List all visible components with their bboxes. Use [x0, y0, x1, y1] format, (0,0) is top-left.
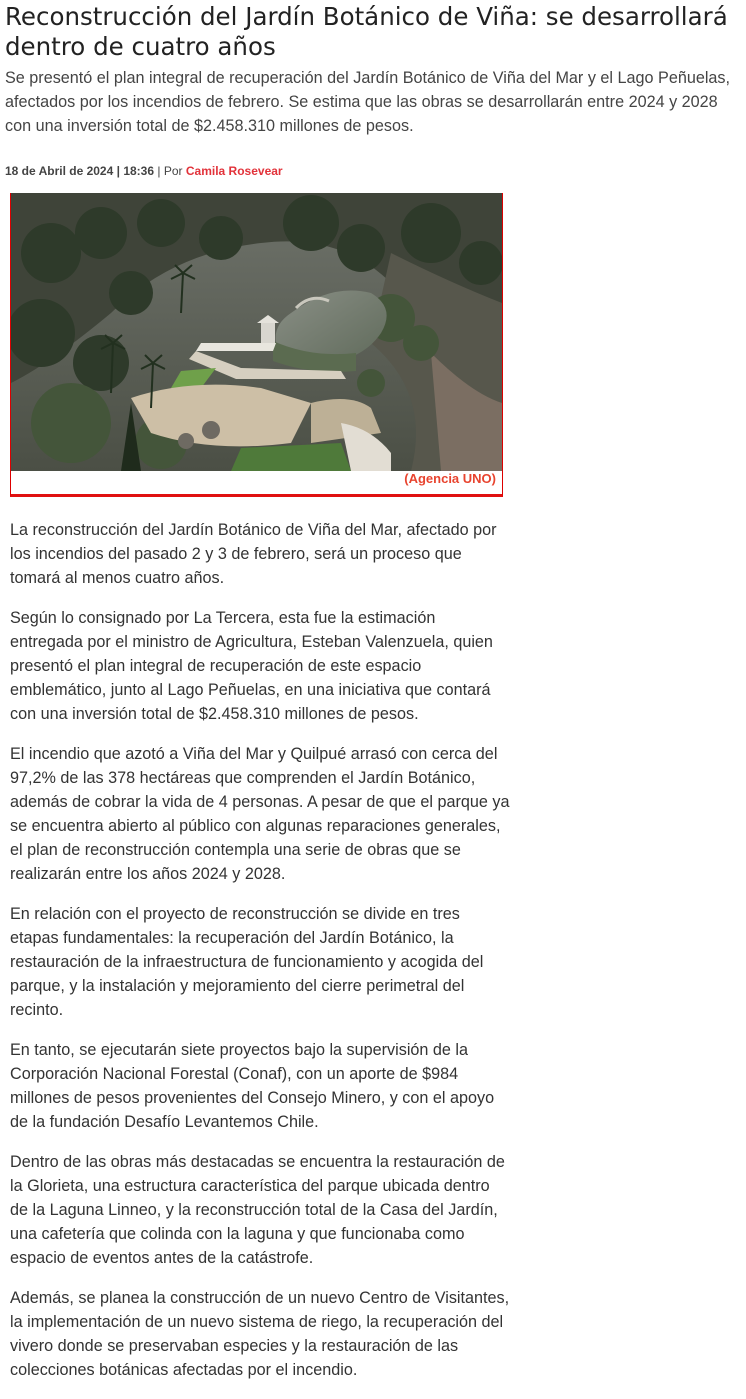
meta-separator: |: [116, 164, 120, 178]
body-paragraph: En relación con el proyecto de reconstrucción se divide en tres etapas fundamentales: la recuperación del Jardín Botánico, la restauración de la infraestructura de funcionamiento y acogida del parque, y la instalación y mejoramiento del cierre perimetral del recinto.: [10, 905, 484, 1019]
body-paragraph: Además, se planea la construcción de un nuevo Centro de Visitantes, la implementación de un nuevo sistema de riego, la recuperación del vivero donde se preservaban especies y la restauración de las colecciones botánicas afectadas por el incendio.: [10, 1289, 510, 1379]
publish-date: 18 de Abril de 2024: [5, 164, 114, 178]
article-lead: Se presentó el plan integral de recuperación del Jardín Botánico de Viña del Mar y el Lago Peñuelas, afectados por los incendios de febrero. Se estima que las obras se desarrollarán entre 2024 y 2028 con una inversión total de $2.458.310 millones de pesos.: [5, 69, 731, 135]
body-paragraph: Según lo consignado por La Tercera, esta fue la estimación entregada por el ministro de Agricultura, Esteban Valenzuela, quien presentó el plan integral de recuperación de este espacio emblemático, junto al Lago Peñuelas, en una iniciativa que contará con una inversión total de $2.458.310 millones de pesos.: [10, 609, 493, 723]
article-meta: [5, 164, 283, 178]
article-headline: Reconstrucción del Jardín Botánico de Viña: se desarrollará dentro de cuatro años: [5, 2, 728, 61]
meta-separator: |: [157, 164, 161, 178]
photo-credit: (Agencia UNO): [404, 471, 496, 486]
article-body: [10, 518, 510, 1398]
body-paragraph: En tanto, se ejecutarán siete proyectos bajo la supervisión de la Corporación Nacional Forestal (Conaf), con un aporte de $984 millones de pesos provenientes del Consejo Minero, y con el apoyo de la fundación Desafío Levantemos Chile.: [10, 1041, 495, 1131]
publish-time: 18:36: [123, 164, 155, 178]
body-paragraph: La reconstrucción del Jardín Botánico de Viña del Mar, afectado por los incendios del pasado 2 y 3 de febrero, será un proceso que tomará al menos cuatro años.: [10, 521, 497, 587]
byline-prefix: Por: [163, 164, 183, 178]
article-photo: [11, 193, 502, 471]
body-paragraph: El incendio que azotó a Viña del Mar y Quilpué arrasó con cerca del 97,2% de las 378 hectáreas que comprenden el Jardín Botánico, además de cobrar la vida de 4 personas. A pesar de que el parque ya se encuentra abierto al público con algunas reparaciones generales, el plan de reconstrucción contempla una serie de obras que se realizarán entre los años 2024 y 2028.: [10, 745, 510, 883]
article-figure: [10, 193, 503, 497]
author-link[interactable]: Camila Rosevear: [185, 164, 283, 178]
body-paragraph: Dentro de las obras más destacadas se encuentra la restauración de la Glorieta, una estructura característica del parque ubicada dentro de la Laguna Linneo, y la reconstrucción total de la Casa del Jardín, una cafetería que colinda con la laguna y que funcionaba como espacio de eventos antes de la catástrofe.: [10, 1153, 505, 1267]
